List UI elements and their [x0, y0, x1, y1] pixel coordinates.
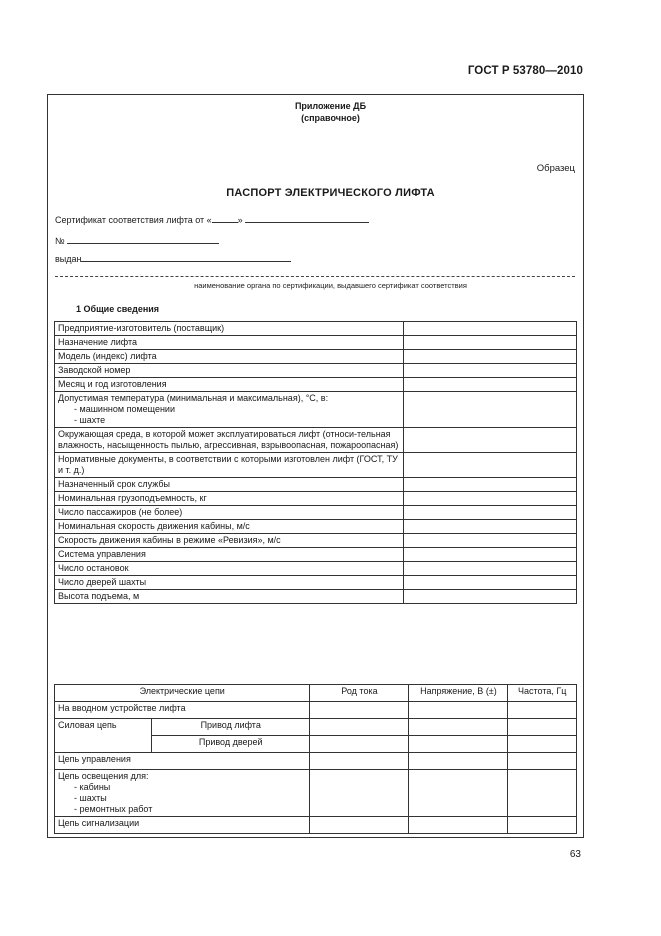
table-row: [55, 336, 577, 350]
row-label: Силовая цепь: [55, 719, 152, 753]
value-cell: [508, 702, 577, 719]
sample-label: Образец: [536, 163, 575, 174]
table-row: [55, 520, 577, 534]
row-label: Назначение лифта: [55, 336, 404, 350]
issued-line: [55, 253, 291, 264]
table-header-row: [55, 685, 577, 702]
table-row: [55, 770, 577, 817]
row-label: Номинальная грузоподъемность, кг: [55, 492, 404, 506]
appendix-subtitle: (справочное): [301, 113, 360, 123]
issued-label: выдан: [55, 254, 82, 264]
table-row: [55, 492, 577, 506]
value-cell: [409, 770, 508, 817]
table-row: [55, 590, 577, 604]
table-row: [55, 364, 577, 378]
column-header: Частота, Гц: [508, 685, 577, 702]
page-title: ПАСПОРТ ЭЛЕКТРИЧЕСКОГО ЛИФТА: [226, 187, 435, 199]
row-label: [55, 770, 310, 817]
general-info-table: [54, 321, 577, 604]
table-row: [55, 478, 577, 492]
standard-header: ГОСТ Р 53780—2010: [467, 65, 583, 77]
value-cell: [409, 736, 508, 753]
temperature-subitems: [58, 404, 400, 426]
temperature-label: Допустимая температура (минимальная и максимальная), °С, в:: [58, 393, 329, 403]
row-sublabel: Привод лифта: [152, 719, 310, 736]
table-row: [55, 428, 577, 453]
value-cell: [404, 453, 577, 478]
row-label: Высота подъема, м: [55, 590, 404, 604]
list-item: - кабины: [74, 782, 306, 793]
table-row: [55, 753, 577, 770]
list-item: - машинном помещении: [74, 404, 400, 415]
value-cell: [508, 770, 577, 817]
list-item: - ремонтных работ: [74, 804, 306, 815]
lighting-subitems: [58, 782, 306, 815]
value-cell: [310, 817, 409, 834]
value-cell: [508, 817, 577, 834]
column-header: Род тока: [310, 685, 409, 702]
value-cell: [508, 736, 577, 753]
table-row: [55, 548, 577, 562]
certificate-date-blank: [245, 214, 369, 223]
value-cell: [404, 322, 577, 336]
row-label: Назначенный срок службы: [55, 478, 404, 492]
row-label: Цепь сигнализации: [55, 817, 310, 834]
value-cell: [404, 336, 577, 350]
certificate-line: [55, 214, 369, 225]
value-cell: [404, 590, 577, 604]
value-cell: [404, 392, 577, 428]
authority-blank-line: [55, 276, 575, 277]
value-cell: [310, 736, 409, 753]
certificate-day-blank: [212, 214, 238, 223]
row-label: Скорость движения кабины в режиме «Ревизия», м/с: [55, 534, 404, 548]
value-cell: [508, 753, 577, 770]
appendix-title: Приложение ДБ: [294, 101, 367, 111]
value-cell: [404, 534, 577, 548]
row-label: Система управления: [55, 548, 404, 562]
value-cell: [404, 478, 577, 492]
value-cell: [404, 364, 577, 378]
table-row: [55, 350, 577, 364]
row-label: Число остановок: [55, 562, 404, 576]
authority-caption: наименование органа по сертификации, выдавшего сертификат соответствия: [194, 281, 467, 290]
table-row: [55, 322, 577, 336]
value-cell: [409, 702, 508, 719]
value-cell: [404, 350, 577, 364]
section-title: 1 Общие сведения: [76, 304, 160, 314]
value-cell: [310, 753, 409, 770]
row-label: Число пассажиров (не более): [55, 506, 404, 520]
row-label: На вводном устройстве лифта: [55, 702, 310, 719]
row-label: Число дверей шахты: [55, 576, 404, 590]
row-label: Заводской номер: [55, 364, 404, 378]
lighting-label: Цепь освещения для:: [58, 771, 149, 781]
issued-blank: [81, 253, 291, 262]
list-item: - шахты: [74, 793, 306, 804]
table-row: [55, 506, 577, 520]
row-label: Цепь управления: [55, 753, 310, 770]
table-row: [55, 453, 577, 478]
value-cell: [508, 719, 577, 736]
list-item: - шахте: [74, 415, 400, 426]
value-cell: [310, 770, 409, 817]
table-row: [55, 534, 577, 548]
value-cell: [310, 719, 409, 736]
table-row: [55, 817, 577, 834]
column-header: Электрические цепи: [55, 685, 310, 702]
row-sublabel: Привод дверей: [152, 736, 310, 753]
value-cell: [404, 492, 577, 506]
certificate-label: Сертификат соответствия лифта от «: [55, 215, 212, 225]
value-cell: [310, 702, 409, 719]
column-header: Напряжение, В (±): [409, 685, 508, 702]
row-label: [55, 392, 404, 428]
table-row: [55, 702, 577, 719]
table-row: [55, 562, 577, 576]
page-number: 63: [569, 849, 581, 860]
value-cell: [404, 548, 577, 562]
table-row: [55, 719, 577, 736]
row-label: Окружающая среда, в которой может эксплуатироваться лифт (относи-тельная влажность, насыщенность пылью, агрессивная, взрывоопасная, пожароопасная): [55, 428, 404, 453]
row-label: Месяц и год изготовления: [55, 378, 404, 392]
appendix-heading: [0, 100, 661, 124]
number-line: [55, 235, 219, 246]
table-row: [55, 392, 577, 428]
table-row: [55, 576, 577, 590]
value-cell: [409, 753, 508, 770]
row-label: Модель (индекс) лифта: [55, 350, 404, 364]
value-cell: [409, 719, 508, 736]
value-cell: [404, 428, 577, 453]
electrical-circuits-table: [54, 684, 577, 834]
value-cell: [404, 520, 577, 534]
number-label: №: [55, 236, 65, 246]
row-label: Нормативные документы, в соответствии с которыми изготовлен лифт (ГОСТ, ТУ и т. д.): [55, 453, 404, 478]
row-label: Номинальная скорость движения кабины, м/с: [55, 520, 404, 534]
value-cell: [404, 506, 577, 520]
value-cell: [404, 378, 577, 392]
value-cell: [404, 576, 577, 590]
value-cell: [404, 562, 577, 576]
value-cell: [409, 817, 508, 834]
row-label: Предприятие-изготовитель (поставщик): [55, 322, 404, 336]
table-row: [55, 378, 577, 392]
number-blank: [67, 235, 219, 244]
certificate-mid: »: [237, 215, 243, 225]
